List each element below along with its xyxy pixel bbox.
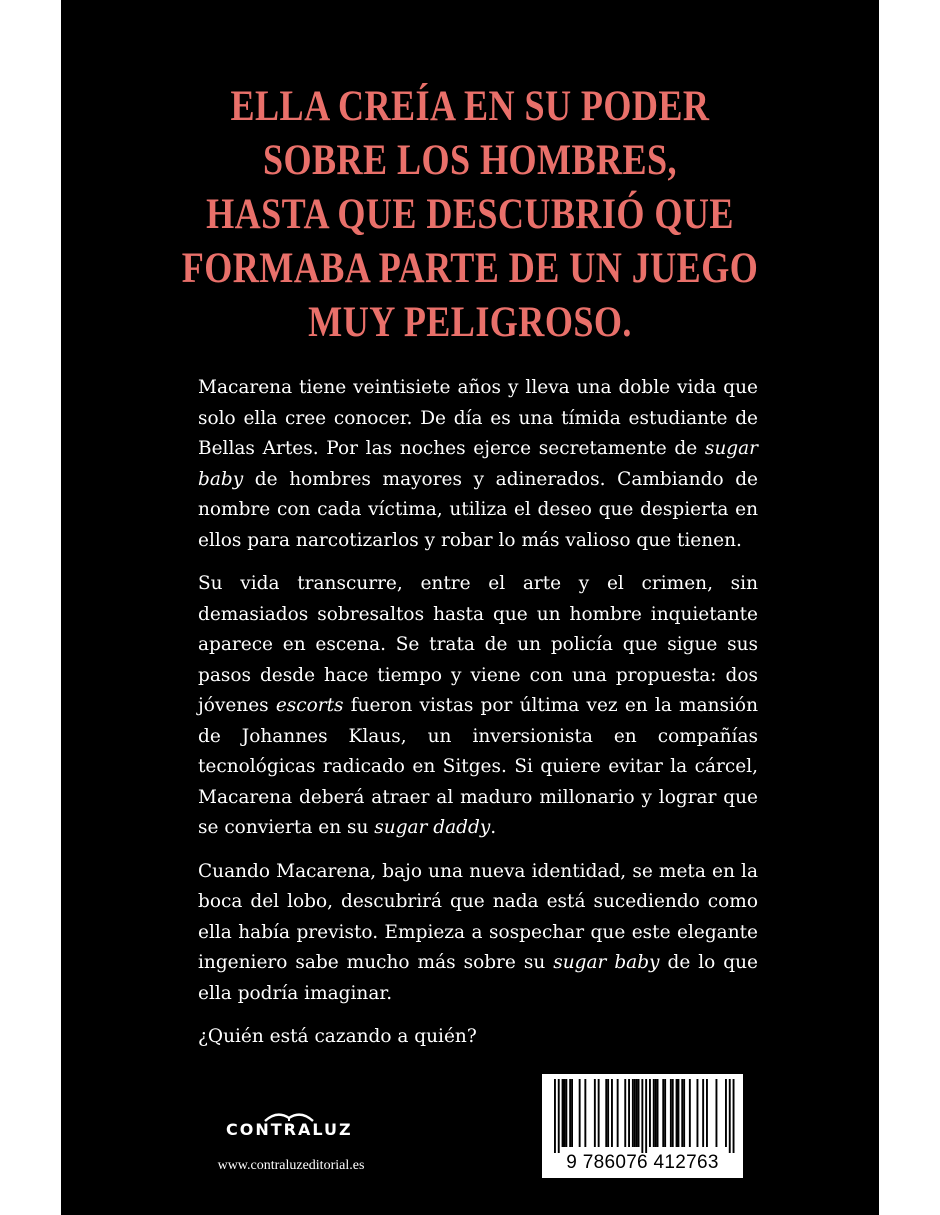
barcode-bar [598,1079,600,1147]
synopsis-italic: sugar baby [198,438,758,490]
headline-line: HASTA QUE DESCUBRIÓ QUE [206,191,734,238]
barcode-bar [683,1079,685,1147]
headline-line: MUY PELIGROSO. [308,299,632,346]
synopsis-text: Su vida transcurre, entre el arte y el crimen, sin demasiados sobresaltos hasta que un hombre inquietante aparece en escena. Se trata de un policía que sigue sus pasos desde hace tiempo y viene con una propuesta: dos jóvenes [198,573,758,716]
barcode-bar [636,1079,638,1147]
synopsis-text: de lo que ella podría imaginar. [198,952,759,1004]
barcode-bar [676,1079,678,1147]
barcode-bar [584,1079,586,1147]
barcode-bar [628,1079,630,1147]
synopsis-paragraph [198,373,758,556]
barcode-bar [649,1079,651,1147]
synopsis-italic: escorts [275,695,344,716]
barcode-bar [681,1079,683,1147]
back-cover [61,0,879,1215]
barcode-bar [725,1079,727,1147]
barcode-bar [611,1079,613,1147]
barcode-bar [571,1079,573,1147]
closing-question: ¿Quién está cazando a quién? [198,1026,477,1047]
barcode-bars [542,1074,743,1154]
barcode-bar [706,1079,708,1147]
barcode-bar [632,1079,634,1147]
barcode-bar [558,1079,560,1153]
headline-line: ELLA CREÍA EN SU PODER [230,83,710,130]
barcode-bar [645,1079,647,1153]
barcode-bar [653,1079,655,1147]
barcode-bar [554,1079,556,1153]
synopsis-text: Macarena tiene veintisiete años y lleva una doble vida que solo ella cree conocer. De día es una tímida estudiante de Bellas Artes. Por las noches ejerce secretamente de [198,377,758,459]
barcode-bar [564,1079,566,1147]
publisher-name: CONTRALUZ [226,1120,353,1139]
barcode-bar [729,1079,731,1153]
barcode-bar [678,1079,680,1147]
barcode-bar [655,1079,657,1147]
synopsis-paragraph [198,857,758,1010]
barcode-bar [579,1079,581,1147]
synopsis-text: Cuando Macarena, bajo una nueva identidad, se meta en la boca del lobo, descubrirá que nada está sucediendo como ella había previsto. Empieza a sospechar que este elegante ingeniero sabe mucho más sobre su [198,860,758,973]
barcode-bar [634,1079,636,1147]
headline-line: FORMABA PARTE DE UN JUEGO [181,245,759,292]
isbn-barcode [542,1074,743,1178]
barcode-bar [670,1079,672,1147]
barcode-bar [607,1079,609,1147]
publisher-website: www.contraluzeditorial.es [217,1158,365,1173]
barcode-bar [697,1079,699,1147]
synopsis-text: fueron vistas por última vez en la mansión de Johannes Klaus, un inversionista en compañías tecnológicas radicado en Sitges. Si quiere evitar la cárcel, Macarena deberá atraer al maduro millonario y lograr que se convierta en su [198,695,758,838]
barcode-bar [733,1079,735,1153]
barcode-bar [605,1079,607,1147]
headline [126,80,813,350]
barcode-bar [617,1079,619,1147]
synopsis-italic: sugar daddy [374,817,491,838]
synopsis-text: . [490,817,497,838]
barcode-bar [672,1079,674,1147]
barcode-bar [624,1079,626,1147]
barcode-bar [702,1079,704,1147]
barcode-bar [664,1079,666,1147]
barcode-bar [716,1079,718,1147]
barcode-bar [594,1079,596,1147]
synopsis-text: de hombres mayores y adinerados. Cambiando de nombre con cada víctima, utiliza el deseo que despierta en ellos para narcotizarlos y robar lo más valioso que tienen. [198,468,758,551]
barcode-bar [641,1079,643,1153]
synopsis-paragraph [198,569,758,844]
barcode-bar [662,1079,664,1147]
barcode-bar [657,1079,659,1147]
isbn-number: 9 786076 412763 [566,1152,719,1173]
publisher-logo [226,1108,351,1139]
barcode-bar [569,1079,571,1147]
barcode-bar [562,1079,564,1147]
barcode-bar [638,1079,640,1147]
barcode-bar [689,1079,691,1147]
synopsis-italic: sugar baby [553,952,660,973]
headline-line: SOBRE LOS HOMBRES, [262,137,678,184]
synopsis [198,373,758,1066]
barcode-bar [565,1079,567,1147]
